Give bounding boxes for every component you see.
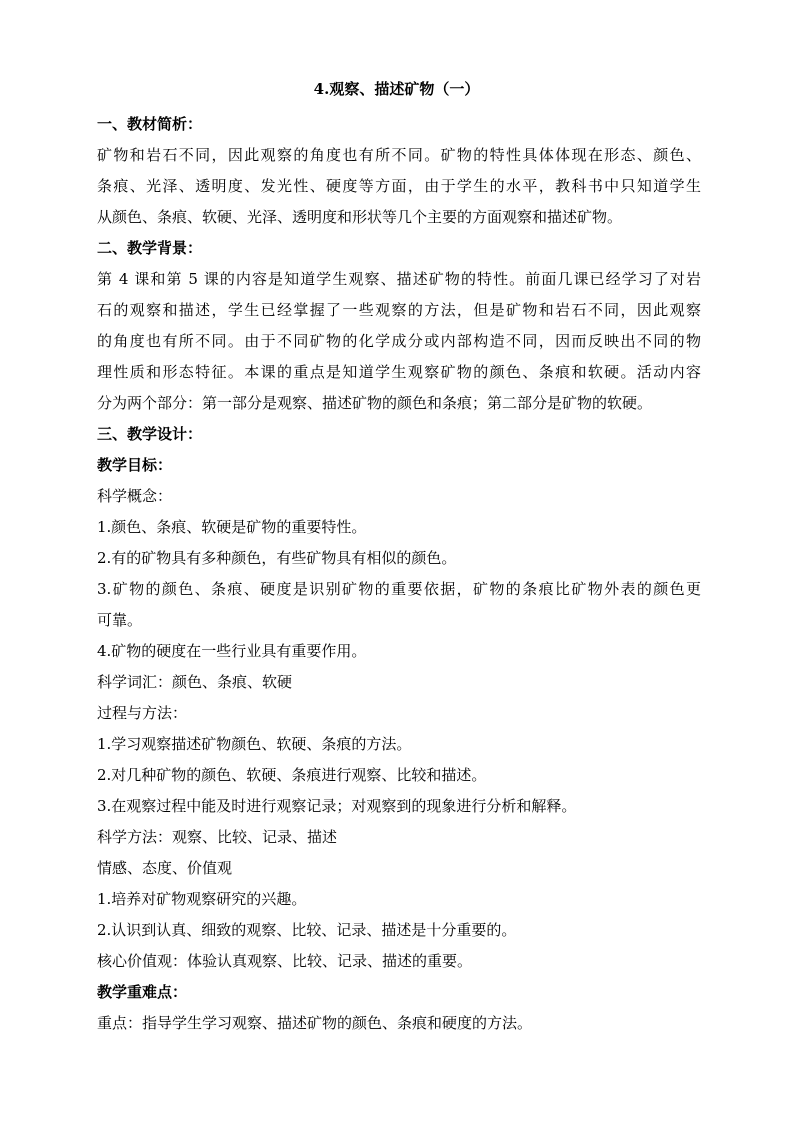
text-line: 1.颜色、条痕、软硬是矿物的重要特性。 [97, 518, 367, 536]
text-line: 2.对几种矿物的颜色、软硬、条痕进行观察、比较和描述。 [97, 766, 487, 784]
text-line: 核心价值观：体验认真观察、比较、记录、描述的重要。 [97, 952, 473, 970]
section-heading: 二、教学背景： [97, 239, 203, 257]
text-line: 4.矿物的硬度在一些行业具有重要作用。 [97, 642, 367, 660]
text-line: 从颜色、条痕、软硬、光泽、透明度和形状等几个主要的方面观察和描述矿物。 [97, 208, 623, 226]
text-line: 矿物和岩石不同，因此观察的角度也有所不同。矿物的特性具体体现在形态、颜色、 [97, 146, 701, 164]
text-line: 重点：指导学生学习观察、描述矿物的颜色、条痕和硬度的方法。 [97, 1014, 533, 1032]
text-line: 条痕、光泽、透明度、发光性、硬度等方面，由于学生的水平，教科书中只知道学生 [97, 177, 701, 195]
text-line: 3.矿物的颜色、条痕、硬度是识别矿物的重要依据，矿物的条痕比矿物外表的颜色更 [97, 580, 701, 598]
text-line: 的角度也有所不同。由于不同矿物的化学成分或内部构造不同，因而反映出不同的物 [97, 332, 701, 350]
text-line: 石的观察和描述，学生已经掌握了一些观察的方法，但是矿物和岩石不同，因此观察 [97, 301, 701, 319]
section-heading: 三、教学设计： [97, 425, 203, 443]
section-heading: 教学重难点： [97, 983, 188, 1001]
section-heading: 教学目标： [97, 456, 173, 474]
text-line: 科学概念： [97, 487, 173, 505]
document-body [97, 109, 701, 1039]
document-title: 4.观察、描述矿物（一） [313, 80, 480, 98]
section-heading: 一、教材简析： [97, 115, 203, 133]
text-line: 科学词汇：颜色、条痕、软硬 [97, 673, 293, 691]
text-line: 1.学习观察描述矿物颜色、软硬、条痕的方法。 [97, 735, 412, 753]
text-line: 2.认识到认真、细致的观察、比较、记录、描述是十分重要的。 [97, 921, 517, 939]
text-line: 第 4 课和第 5 课的内容是知道学生观察、描述矿物的特性。前面几课已经学习了对岩 [97, 270, 701, 288]
text-line: 科学方法：观察、比较、记录、描述 [97, 828, 338, 846]
text-line: 过程与方法： [97, 704, 188, 722]
text-line: 1.培养对矿物观察研究的兴趣。 [97, 890, 307, 908]
text-line: 理性质和形态特征。本课的重点是知道学生观察矿物的颜色、条痕和软硬。活动内容 [97, 363, 701, 381]
text-line: 可靠。 [97, 611, 143, 629]
text-line: 分为两个部分：第一部分是观察、描述矿物的颜色和条痕；第二部分是矿物的软硬。 [97, 394, 653, 412]
text-line: 情感、态度、价值观 [97, 859, 233, 877]
text-line: 2.有的矿物具有多种颜色，有些矿物具有相似的颜色。 [97, 549, 457, 567]
text-line: 3.在观察过程中能及时进行观察记录；对观察到的现象进行分析和解释。 [97, 797, 577, 815]
